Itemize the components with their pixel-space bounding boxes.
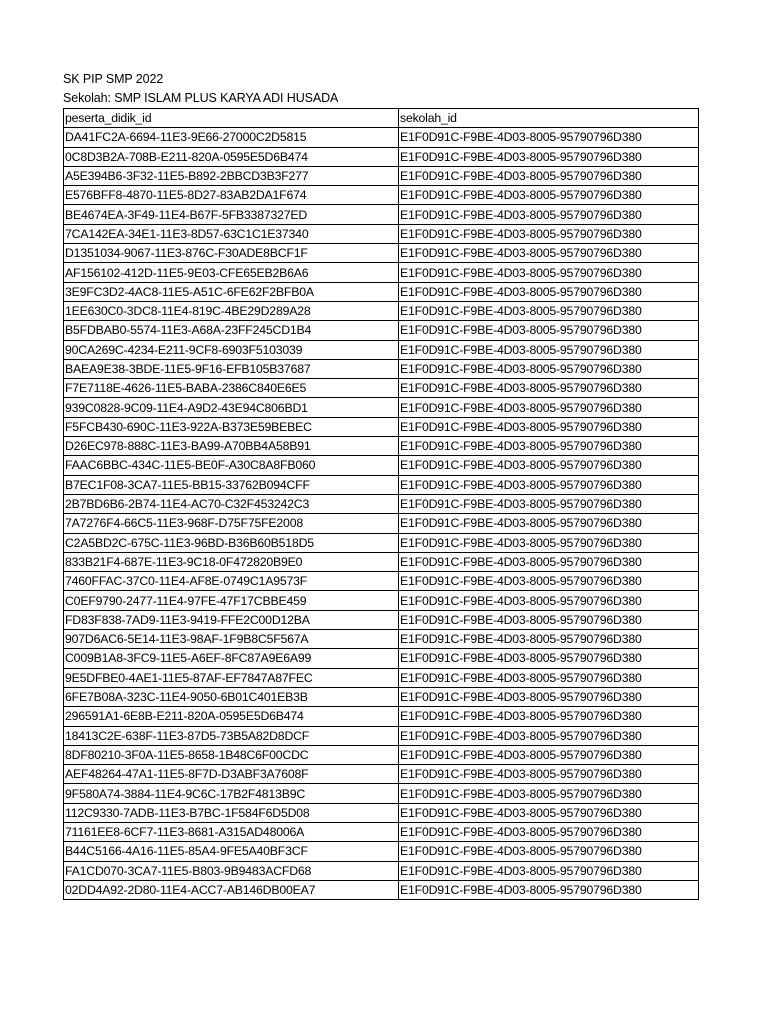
table-row — [64, 630, 699, 649]
document-title: SK PIP SMP 2022 — [63, 72, 164, 86]
table-row — [64, 186, 699, 205]
cell-sekolah-id: E1F0D91C-F9BE-4D03-8005-95790796D380 — [399, 282, 699, 301]
cell-sekolah-id: E1F0D91C-F9BE-4D03-8005-95790796D380 — [399, 456, 699, 475]
cell-sekolah-id: E1F0D91C-F9BE-4D03-8005-95790796D380 — [399, 668, 699, 687]
cell-sekolah-id: E1F0D91C-F9BE-4D03-8005-95790796D380 — [399, 707, 699, 726]
document-sheet — [63, 70, 699, 900]
table-row — [64, 533, 699, 552]
table-row — [64, 494, 699, 513]
cell-peserta-didik-id: 7A7276F4-66C5-11E3-968F-D75F75FE2008 — [64, 514, 399, 533]
cell-sekolah-id: E1F0D91C-F9BE-4D03-8005-95790796D380 — [399, 321, 699, 340]
cell-sekolah-id: E1F0D91C-F9BE-4D03-8005-95790796D380 — [399, 398, 699, 417]
table-row — [64, 803, 699, 822]
cell-sekolah-id: E1F0D91C-F9BE-4D03-8005-95790796D380 — [399, 726, 699, 745]
cell-peserta-didik-id: C0EF9790-2477-11E4-97FE-47F17CBBE459 — [64, 591, 399, 610]
cell-sekolah-id: E1F0D91C-F9BE-4D03-8005-95790796D380 — [399, 205, 699, 224]
cell-sekolah-id: E1F0D91C-F9BE-4D03-8005-95790796D380 — [399, 784, 699, 803]
cell-peserta-didik-id: 90CA269C-4234-E211-9CF8-6903F5103039 — [64, 340, 399, 359]
cell-peserta-didik-id: FA1CD070-3CA7-11E5-B803-9B9483ACFD68 — [64, 861, 399, 880]
cell-peserta-didik-id: B5FDBAB0-5574-11E3-A68A-23FF245CD1B4 — [64, 321, 399, 340]
cell-peserta-didik-id: D26EC978-888C-11E3-BA99-A70BB4A58B91 — [64, 437, 399, 456]
table-row — [64, 745, 699, 764]
table-header-row — [64, 109, 699, 128]
table-row — [64, 128, 699, 147]
cell-sekolah-id: E1F0D91C-F9BE-4D03-8005-95790796D380 — [399, 147, 699, 166]
cell-sekolah-id: E1F0D91C-F9BE-4D03-8005-95790796D380 — [399, 263, 699, 282]
cell-sekolah-id: E1F0D91C-F9BE-4D03-8005-95790796D380 — [399, 552, 699, 571]
table-body — [64, 128, 699, 900]
table-row — [64, 687, 699, 706]
cell-sekolah-id: E1F0D91C-F9BE-4D03-8005-95790796D380 — [399, 591, 699, 610]
table-row — [64, 263, 699, 282]
cell-sekolah-id: E1F0D91C-F9BE-4D03-8005-95790796D380 — [399, 379, 699, 398]
cell-sekolah-id: E1F0D91C-F9BE-4D03-8005-95790796D380 — [399, 822, 699, 841]
cell-sekolah-id: E1F0D91C-F9BE-4D03-8005-95790796D380 — [399, 475, 699, 494]
cell-peserta-didik-id: 7460FFAC-37C0-11E4-AF8E-0749C1A9573F — [64, 572, 399, 591]
header-sekolah-id: sekolah_id — [399, 109, 699, 128]
cell-peserta-didik-id: 296591A1-6E8B-E211-820A-0595E5D6B474 — [64, 707, 399, 726]
cell-sekolah-id: E1F0D91C-F9BE-4D03-8005-95790796D380 — [399, 572, 699, 591]
cell-peserta-didik-id: 907D6AC6-5E14-11E3-98AF-1F9B8C5F567A — [64, 630, 399, 649]
cell-peserta-didik-id: E576BFF8-4870-11E5-8D27-83AB2DA1F674 — [64, 186, 399, 205]
cell-peserta-didik-id: A5E394B6-3F32-11E5-B892-2BBCD3B3F277 — [64, 166, 399, 185]
cell-peserta-didik-id: 02DD4A92-2D80-11E4-ACC7-AB146DB00EA7 — [64, 880, 399, 899]
table-row — [64, 321, 699, 340]
table-row — [64, 726, 699, 745]
cell-peserta-didik-id: BE4674EA-3F49-11E4-B67F-5FB3387327ED — [64, 205, 399, 224]
cell-sekolah-id: E1F0D91C-F9BE-4D03-8005-95790796D380 — [399, 745, 699, 764]
cell-peserta-didik-id: 112C9330-7ADB-11E3-B7BC-1F584F6D5D08 — [64, 803, 399, 822]
table-row — [64, 437, 699, 456]
cell-peserta-didik-id: FD83F838-7AD9-11E3-9419-FFE2C00D12BA — [64, 610, 399, 629]
table-row — [64, 475, 699, 494]
cell-peserta-didik-id: 833B21F4-687E-11E3-9C18-0F472820B9E0 — [64, 552, 399, 571]
cell-peserta-didik-id: 18413C2E-638F-11E3-87D5-73B5A82D8DCF — [64, 726, 399, 745]
table-row — [64, 668, 699, 687]
cell-peserta-didik-id: 71161EE8-6CF7-11E3-8681-A315AD48006A — [64, 822, 399, 841]
cell-sekolah-id: E1F0D91C-F9BE-4D03-8005-95790796D380 — [399, 224, 699, 243]
cell-sekolah-id: E1F0D91C-F9BE-4D03-8005-95790796D380 — [399, 301, 699, 320]
cell-peserta-didik-id: AEF48264-47A1-11E5-8F7D-D3ABF3A7608F — [64, 765, 399, 784]
cell-peserta-didik-id: DA41FC2A-6694-11E3-9E66-27000C2D5815 — [64, 128, 399, 147]
cell-peserta-didik-id: BAEA9E38-3BDE-11E5-9F16-EFB105B37687 — [64, 359, 399, 378]
school-line: Sekolah: SMP ISLAM PLUS KARYA ADI HUSADA — [63, 91, 339, 105]
table-row — [64, 166, 699, 185]
table-row — [64, 456, 699, 475]
table-row — [64, 147, 699, 166]
table-row — [64, 340, 699, 359]
cell-peserta-didik-id: FAAC6BBC-434C-11E5-BE0F-A30C8A8FB060 — [64, 456, 399, 475]
cell-sekolah-id: E1F0D91C-F9BE-4D03-8005-95790796D380 — [399, 880, 699, 899]
cell-peserta-didik-id: D1351034-9067-11E3-876C-F30ADE8BCF1F — [64, 244, 399, 263]
cell-peserta-didik-id: 2B7BD6B6-2B74-11E4-AC70-C32F453242C3 — [64, 494, 399, 513]
cell-peserta-didik-id: 939C0828-9C09-11E4-A9D2-43E94C806BD1 — [64, 398, 399, 417]
cell-peserta-didik-id: B44C5166-4A16-11E5-85A4-9FE5A40BF3CF — [64, 842, 399, 861]
cell-peserta-didik-id: F5FCB430-690C-11E3-922A-B373E59BEBEC — [64, 417, 399, 436]
table-row — [64, 842, 699, 861]
cell-sekolah-id: E1F0D91C-F9BE-4D03-8005-95790796D380 — [399, 166, 699, 185]
table-row — [64, 591, 699, 610]
cell-peserta-didik-id: 3E9FC3D2-4AC8-11E5-A51C-6FE62F2BFB0A — [64, 282, 399, 301]
cell-sekolah-id: E1F0D91C-F9BE-4D03-8005-95790796D380 — [399, 514, 699, 533]
table-row — [64, 244, 699, 263]
table-row — [64, 282, 699, 301]
table-row — [64, 822, 699, 841]
cell-sekolah-id: E1F0D91C-F9BE-4D03-8005-95790796D380 — [399, 861, 699, 880]
table-row — [64, 205, 699, 224]
cell-sekolah-id: E1F0D91C-F9BE-4D03-8005-95790796D380 — [399, 649, 699, 668]
table-row — [64, 301, 699, 320]
table-row — [64, 224, 699, 243]
table-row — [64, 417, 699, 436]
cell-peserta-didik-id: B7EC1F08-3CA7-11E5-BB15-33762B094CFF — [64, 475, 399, 494]
cell-peserta-didik-id: 9F580A74-3884-11E4-9C6C-17B2F4813B9C — [64, 784, 399, 803]
cell-sekolah-id: E1F0D91C-F9BE-4D03-8005-95790796D380 — [399, 842, 699, 861]
table-row — [64, 359, 699, 378]
table-row — [64, 552, 699, 571]
cell-peserta-didik-id: 6FE7B08A-323C-11E4-9050-6B01C401EB3B — [64, 687, 399, 706]
table-row — [64, 398, 699, 417]
cell-peserta-didik-id: 1EE630C0-3DC8-11E4-819C-4BE29D289A28 — [64, 301, 399, 320]
cell-sekolah-id: E1F0D91C-F9BE-4D03-8005-95790796D380 — [399, 630, 699, 649]
cell-peserta-didik-id: 8DF80210-3F0A-11E5-8658-1B48C6F00CDC — [64, 745, 399, 764]
cell-peserta-didik-id: C009B1A8-3FC9-11E5-A6EF-8FC87A9E6A99 — [64, 649, 399, 668]
cell-sekolah-id: E1F0D91C-F9BE-4D03-8005-95790796D380 — [399, 610, 699, 629]
cell-peserta-didik-id: AF156102-412D-11E5-9E03-CFE65EB2B6A6 — [64, 263, 399, 282]
table-row — [64, 784, 699, 803]
cell-sekolah-id: E1F0D91C-F9BE-4D03-8005-95790796D380 — [399, 437, 699, 456]
table-row — [64, 514, 699, 533]
table-row — [64, 610, 699, 629]
cell-peserta-didik-id: 7CA142EA-34E1-11E3-8D57-63C1C1E37340 — [64, 224, 399, 243]
cell-sekolah-id: E1F0D91C-F9BE-4D03-8005-95790796D380 — [399, 186, 699, 205]
cell-peserta-didik-id: C2A5BD2C-675C-11E3-96BD-B36B60B518D5 — [64, 533, 399, 552]
cell-sekolah-id: E1F0D91C-F9BE-4D03-8005-95790796D380 — [399, 359, 699, 378]
table-row — [64, 861, 699, 880]
table-row — [64, 707, 699, 726]
cell-sekolah-id: E1F0D91C-F9BE-4D03-8005-95790796D380 — [399, 128, 699, 147]
cell-peserta-didik-id: 0C8D3B2A-708B-E211-820A-0595E5D6B474 — [64, 147, 399, 166]
cell-sekolah-id: E1F0D91C-F9BE-4D03-8005-95790796D380 — [399, 244, 699, 263]
cell-peserta-didik-id: F7E7118E-4626-11E5-BABA-2386C840E6E5 — [64, 379, 399, 398]
table-row — [64, 649, 699, 668]
header-peserta-didik-id: peserta_didik_id — [64, 109, 399, 128]
cell-sekolah-id: E1F0D91C-F9BE-4D03-8005-95790796D380 — [399, 417, 699, 436]
cell-peserta-didik-id: 9E5DFBE0-4AE1-11E5-87AF-EF7847A87FEC — [64, 668, 399, 687]
table-row — [64, 379, 699, 398]
cell-sekolah-id: E1F0D91C-F9BE-4D03-8005-95790796D380 — [399, 494, 699, 513]
cell-sekolah-id: E1F0D91C-F9BE-4D03-8005-95790796D380 — [399, 533, 699, 552]
cell-sekolah-id: E1F0D91C-F9BE-4D03-8005-95790796D380 — [399, 765, 699, 784]
data-table — [63, 108, 699, 900]
table-row — [64, 880, 699, 899]
cell-sekolah-id: E1F0D91C-F9BE-4D03-8005-95790796D380 — [399, 803, 699, 822]
table-row — [64, 572, 699, 591]
cell-sekolah-id: E1F0D91C-F9BE-4D03-8005-95790796D380 — [399, 340, 699, 359]
table-row — [64, 765, 699, 784]
cell-sekolah-id: E1F0D91C-F9BE-4D03-8005-95790796D380 — [399, 687, 699, 706]
